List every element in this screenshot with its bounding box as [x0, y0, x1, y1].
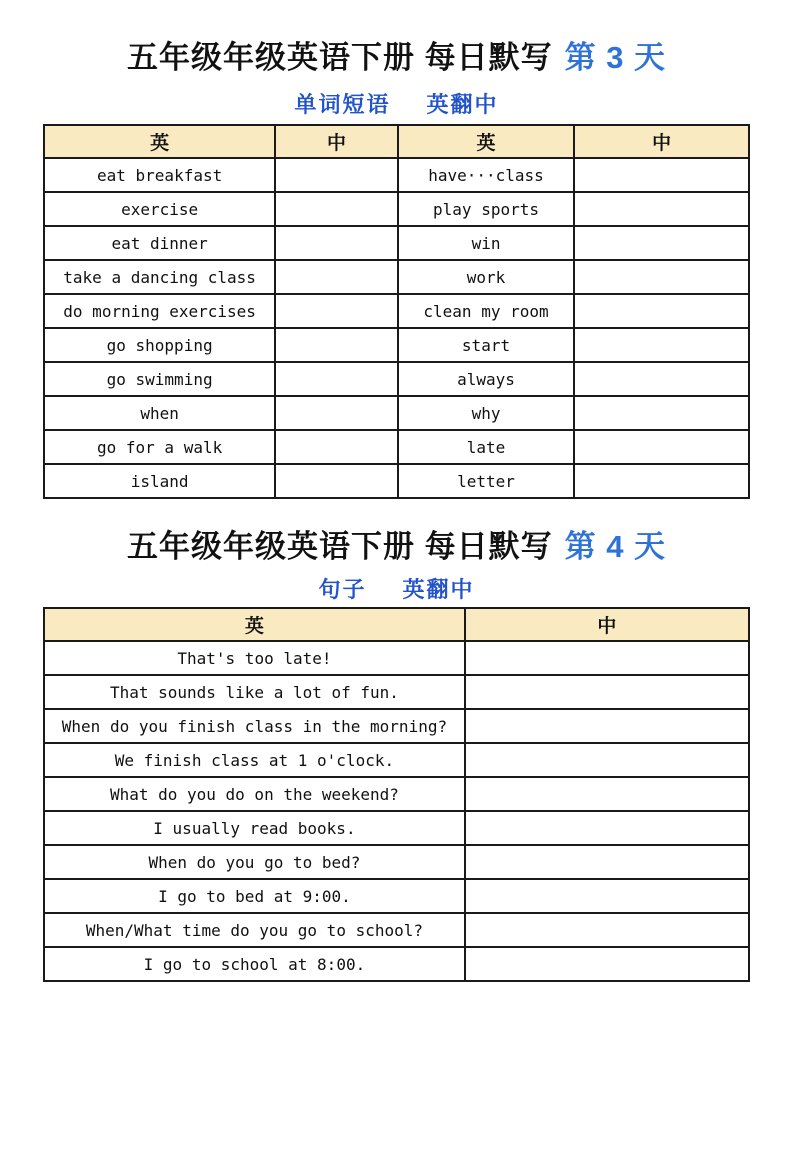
subtitle-direction-label: 英翻中 [426, 92, 499, 117]
answer-cell [275, 226, 398, 260]
header-cell-english-right: 英 [398, 125, 574, 158]
answer-cell [275, 158, 398, 192]
answer-cell [574, 396, 749, 430]
english-phrase-cell: eat breakfast [44, 158, 275, 192]
table-row [44, 743, 749, 777]
table-row [44, 192, 749, 226]
table-row [44, 430, 749, 464]
english-phrase-cell: go for a walk [44, 430, 275, 464]
day-number-badge: 第 4 天 [564, 529, 667, 564]
answer-cell [465, 675, 749, 709]
worksheet-subtitle-day3 [0, 92, 793, 118]
worksheet-subtitle-day4 [0, 577, 793, 603]
answer-cell [275, 430, 398, 464]
table-row [44, 879, 749, 913]
table-row [44, 158, 749, 192]
answer-cell [275, 294, 398, 328]
english-phrase-cell: play sports [398, 192, 574, 226]
answer-cell [574, 192, 749, 226]
header-cell-chinese: 中 [465, 608, 749, 641]
worksheet-page [0, 38, 793, 1160]
answer-cell [465, 811, 749, 845]
english-sentence-cell: What do you do on the weekend? [44, 777, 465, 811]
table-row [44, 811, 749, 845]
table-row [44, 294, 749, 328]
answer-cell [275, 192, 398, 226]
english-phrase-cell: why [398, 396, 574, 430]
answer-cell [275, 396, 398, 430]
header-cell-english: 英 [44, 608, 465, 641]
table-row [44, 226, 749, 260]
english-sentence-cell: That sounds like a lot of fun. [44, 675, 465, 709]
header-cell-chinese-left: 中 [275, 125, 398, 158]
english-phrase-cell: win [398, 226, 574, 260]
english-phrase-cell: late [398, 430, 574, 464]
title-text: 五年级年级英语下册 每日默写 [126, 529, 553, 564]
english-phrase-cell: go shopping [44, 328, 275, 362]
title-text: 五年级年级英语下册 每日默写 [126, 40, 553, 75]
answer-cell [574, 328, 749, 362]
table-row [44, 464, 749, 498]
english-sentence-cell: I go to school at 8:00. [44, 947, 465, 981]
table-row [44, 675, 749, 709]
english-phrase-cell: when [44, 396, 275, 430]
english-sentence-cell: When do you go to bed? [44, 845, 465, 879]
answer-cell [574, 362, 749, 396]
english-phrase-cell: take a dancing class [44, 260, 275, 294]
subtitle-type-label: 句子 [318, 577, 367, 602]
table-row [44, 845, 749, 879]
answer-cell [465, 743, 749, 777]
answer-cell [574, 294, 749, 328]
english-sentence-cell: We finish class at 1 o'clock. [44, 743, 465, 777]
table-row [44, 947, 749, 981]
vocab-table-day3 [43, 124, 750, 499]
english-phrase-cell: letter [398, 464, 574, 498]
table-row [44, 709, 749, 743]
answer-cell [465, 913, 749, 947]
answer-cell [465, 845, 749, 879]
english-sentence-cell: When/What time do you go to school? [44, 913, 465, 947]
header-cell-english-left: 英 [44, 125, 275, 158]
table-row [44, 641, 749, 675]
table-row [44, 328, 749, 362]
english-phrase-cell: always [398, 362, 574, 396]
english-phrase-cell: exercise [44, 192, 275, 226]
day-number-badge: 第 3 天 [564, 40, 667, 75]
subtitle-direction-label: 英翻中 [402, 577, 475, 602]
worksheet-title-day3 [0, 38, 793, 78]
table-row [44, 362, 749, 396]
worksheet-title-day4 [0, 527, 793, 567]
answer-cell [275, 464, 398, 498]
answer-cell [275, 362, 398, 396]
answer-cell [465, 709, 749, 743]
answer-cell [574, 430, 749, 464]
english-phrase-cell: do morning exercises [44, 294, 275, 328]
english-sentence-cell: That's too late! [44, 641, 465, 675]
answer-cell [574, 226, 749, 260]
answer-cell [275, 328, 398, 362]
header-cell-chinese-right: 中 [574, 125, 749, 158]
subtitle-type-label: 单词短语 [294, 92, 391, 117]
answer-cell [465, 879, 749, 913]
answer-cell [465, 947, 749, 981]
english-phrase-cell: eat dinner [44, 226, 275, 260]
english-phrase-cell: work [398, 260, 574, 294]
english-phrase-cell: start [398, 328, 574, 362]
english-phrase-cell: island [44, 464, 275, 498]
table-row [44, 777, 749, 811]
table-header-row [44, 125, 749, 158]
table-row [44, 913, 749, 947]
answer-cell [275, 260, 398, 294]
answer-cell [465, 641, 749, 675]
english-sentence-cell: I usually read books. [44, 811, 465, 845]
table-row [44, 260, 749, 294]
answer-cell [574, 158, 749, 192]
answer-cell [574, 464, 749, 498]
english-phrase-cell: have···class [398, 158, 574, 192]
table-row [44, 396, 749, 430]
table-header-row [44, 608, 749, 641]
english-phrase-cell: clean my room [398, 294, 574, 328]
english-phrase-cell: go swimming [44, 362, 275, 396]
english-sentence-cell: I go to bed at 9:00. [44, 879, 465, 913]
english-sentence-cell: When do you finish class in the morning? [44, 709, 465, 743]
answer-cell [465, 777, 749, 811]
sentence-table-day4 [43, 607, 750, 982]
answer-cell [574, 260, 749, 294]
